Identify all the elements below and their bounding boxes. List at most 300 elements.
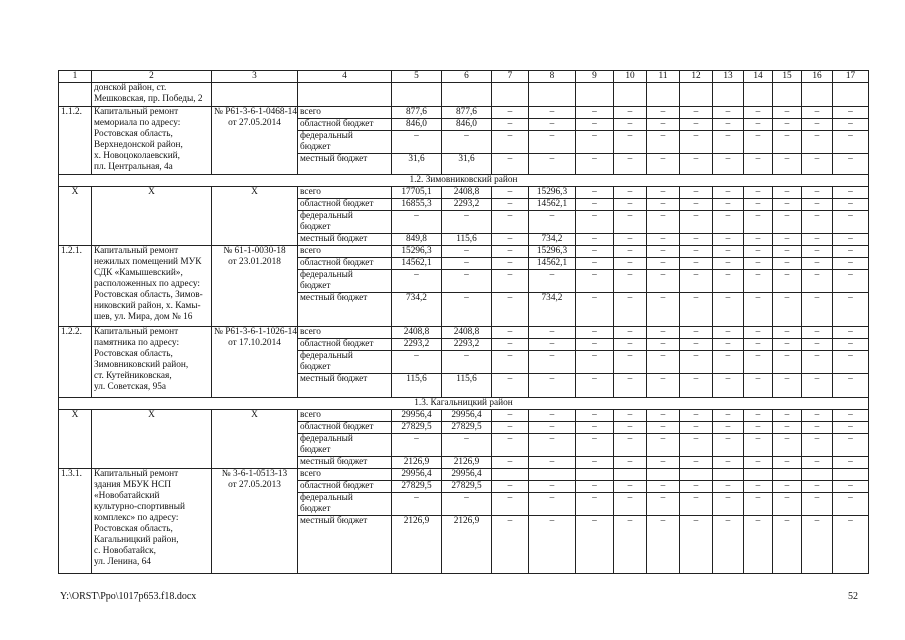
cell (529, 469, 576, 481)
dash-cell: – (492, 234, 529, 246)
value-cell: 29956,4 (442, 469, 492, 481)
dash-cell: – (614, 187, 647, 199)
x-mark: Х (92, 187, 212, 246)
dash-cell: – (802, 327, 833, 339)
dash-cell: – (442, 351, 492, 374)
dash-cell: – (614, 516, 647, 574)
dash-cell: – (802, 339, 833, 351)
dash-cell: – (833, 339, 869, 351)
text-line: Мешковская, пр. Победы, 2 (94, 94, 203, 104)
dash-cell: – (773, 422, 802, 434)
dash-cell: – (802, 493, 833, 516)
dash-cell: – (680, 154, 713, 175)
dash-cell: – (492, 258, 529, 270)
text-line: Капитальный ремонт (94, 107, 179, 117)
dash-cell: – (713, 119, 744, 131)
dash-cell: – (773, 493, 802, 516)
dash-cell: – (529, 131, 576, 154)
value-cell: 2126,9 (392, 457, 442, 469)
x-mark: Х (212, 410, 298, 469)
value-cell: 846,0 (442, 119, 492, 131)
dash-cell: – (680, 270, 713, 293)
dash-cell: – (713, 234, 744, 246)
text-line: от 23.01.2018 (228, 257, 281, 267)
text-line: Ростовская область, (94, 524, 173, 534)
dash-cell: – (680, 493, 713, 516)
cell (212, 83, 298, 107)
value-cell: 29956,4 (442, 410, 492, 422)
dash-cell: – (576, 351, 614, 374)
object-name (92, 469, 212, 574)
dash-cell: – (392, 270, 442, 293)
dash-cell: – (833, 107, 869, 119)
funding-label: местный бюджет (298, 234, 392, 246)
dash-cell: – (744, 351, 773, 374)
funding-label (298, 270, 392, 293)
dash-cell: – (744, 481, 773, 493)
dash-cell: – (492, 119, 529, 131)
dash-cell: – (647, 199, 680, 211)
cell (713, 83, 744, 107)
dash-cell: – (773, 270, 802, 293)
value-cell: 17705,1 (392, 187, 442, 199)
column-header: 9 (576, 71, 614, 83)
dash-cell: – (492, 410, 529, 422)
dash-cell: – (680, 199, 713, 211)
dash-cell: – (576, 211, 614, 234)
dash-cell: – (833, 457, 869, 469)
dash-cell: – (773, 374, 802, 398)
column-header: 6 (442, 71, 492, 83)
dash-cell: – (614, 270, 647, 293)
value-cell: 2293,2 (392, 339, 442, 351)
cell (576, 83, 614, 107)
dash-cell: – (713, 457, 744, 469)
dash-cell: – (647, 493, 680, 516)
dash-cell: – (833, 119, 869, 131)
x-mark: Х (59, 187, 92, 246)
dash-cell: – (529, 422, 576, 434)
text-line: федеральный (300, 434, 353, 444)
dash-cell: – (647, 246, 680, 258)
dash-cell: – (392, 434, 442, 457)
dash-cell: – (713, 410, 744, 422)
dash-cell: – (802, 234, 833, 246)
dash-cell: – (680, 434, 713, 457)
dash-cell: – (492, 199, 529, 211)
funding-label: местный бюджет (298, 293, 392, 327)
dash-cell: – (614, 351, 647, 374)
value-cell: 2408,8 (392, 327, 442, 339)
value-cell: 2126,9 (442, 516, 492, 574)
dash-cell: – (773, 199, 802, 211)
dash-cell: – (647, 516, 680, 574)
dash-cell: – (773, 154, 802, 175)
dash-cell: – (744, 457, 773, 469)
column-header: 16 (802, 71, 833, 83)
text-line: Верхнедонской район, (94, 140, 183, 150)
object-name (92, 83, 212, 107)
dash-cell: – (773, 516, 802, 574)
dash-cell: – (492, 107, 529, 119)
dash-cell: – (647, 187, 680, 199)
dash-cell: – (773, 107, 802, 119)
dash-cell: – (773, 293, 802, 327)
item-number: 1.2.1. (59, 246, 92, 327)
x-mark: Х (59, 410, 92, 469)
dash-cell: – (529, 270, 576, 293)
dash-cell: – (442, 493, 492, 516)
funding-label (298, 131, 392, 154)
text-line: Капитальный ремонт (94, 469, 179, 479)
dash-cell: – (802, 131, 833, 154)
dash-cell: – (614, 154, 647, 175)
text-line: № 61-1-0030-18 (223, 246, 286, 256)
dash-cell: – (529, 119, 576, 131)
dash-cell: – (492, 327, 529, 339)
dash-cell: – (773, 351, 802, 374)
dash-cell: – (802, 107, 833, 119)
funding-label: всего (298, 410, 392, 422)
dash-cell: – (576, 258, 614, 270)
dash-cell: – (744, 187, 773, 199)
dash-cell: – (833, 154, 869, 175)
dash-cell: – (833, 258, 869, 270)
cell (392, 83, 442, 107)
text-line: бюджет (300, 142, 331, 152)
dash-cell: – (680, 457, 713, 469)
dash-cell: – (614, 327, 647, 339)
value-cell: 115,6 (442, 234, 492, 246)
dash-cell: – (744, 107, 773, 119)
cell (744, 469, 773, 481)
dash-cell: – (680, 119, 713, 131)
dash-cell: – (492, 246, 529, 258)
funding-label (298, 434, 392, 457)
document-ref (212, 469, 298, 574)
text-line: никовский район, х. Камы- (94, 301, 201, 311)
dash-cell: – (773, 211, 802, 234)
funding-label: областной бюджет (298, 422, 392, 434)
dash-cell: – (744, 131, 773, 154)
text-line: федеральный (300, 211, 353, 221)
dash-cell: – (744, 339, 773, 351)
value-cell: 15296,3 (529, 187, 576, 199)
dash-cell: – (680, 374, 713, 398)
dash-cell: – (647, 327, 680, 339)
dash-cell: – (614, 339, 647, 351)
dash-cell: – (576, 516, 614, 574)
dash-cell: – (833, 327, 869, 339)
funding-label: областной бюджет (298, 339, 392, 351)
cell (680, 83, 713, 107)
cell (492, 83, 529, 107)
dash-cell: – (647, 457, 680, 469)
dash-cell: – (802, 457, 833, 469)
item-number: 1.1.2. (59, 107, 92, 175)
text-line: бюджет (300, 445, 331, 455)
dash-cell: – (802, 481, 833, 493)
funding-label: областной бюджет (298, 481, 392, 493)
dash-cell: – (680, 422, 713, 434)
dash-cell: – (576, 119, 614, 131)
dash-cell: – (744, 211, 773, 234)
dash-cell: – (713, 374, 744, 398)
dash-cell: – (833, 270, 869, 293)
page-number: 52 (848, 591, 858, 602)
column-header: 12 (680, 71, 713, 83)
dash-cell: – (680, 131, 713, 154)
text-line: федеральный (300, 351, 353, 361)
dash-cell: – (680, 327, 713, 339)
dash-cell: – (833, 199, 869, 211)
text-line: Зимовниковский район, (94, 360, 189, 370)
dash-cell: – (647, 374, 680, 398)
text-line: памятника по адресу: (94, 338, 180, 348)
cell (647, 469, 680, 481)
dash-cell: – (802, 422, 833, 434)
value-cell: 115,6 (392, 374, 442, 398)
dash-cell: – (744, 258, 773, 270)
dash-cell: – (773, 246, 802, 258)
dash-cell: – (492, 493, 529, 516)
column-header: 1 (59, 71, 92, 83)
text-line: шев, ул. Мира, дом № 16 (94, 312, 193, 322)
dash-cell: – (614, 246, 647, 258)
dash-cell: – (744, 234, 773, 246)
dash-cell: – (647, 339, 680, 351)
dash-cell: – (529, 351, 576, 374)
dash-cell: – (576, 457, 614, 469)
value-cell: 16855,3 (392, 199, 442, 211)
text-line: федеральный (300, 131, 353, 141)
dash-cell: – (680, 516, 713, 574)
dash-cell: – (647, 211, 680, 234)
value-cell: 14562,1 (529, 258, 576, 270)
dash-cell: – (680, 211, 713, 234)
column-header: 5 (392, 71, 442, 83)
text-line: пл. Центральная, 4а (94, 162, 173, 172)
dash-cell: – (442, 270, 492, 293)
value-cell: 2293,2 (442, 339, 492, 351)
value-cell: 15296,3 (529, 246, 576, 258)
dash-cell: – (744, 422, 773, 434)
dash-cell: – (647, 434, 680, 457)
file-path: Y:\ORST\Ppo\1017p653.f18.docx (60, 591, 197, 602)
dash-cell: – (833, 234, 869, 246)
dash-cell: – (713, 434, 744, 457)
dash-cell: – (576, 374, 614, 398)
text-line: х. Новоцоколаевский, (94, 151, 180, 161)
dash-cell: – (713, 339, 744, 351)
object-name (92, 107, 212, 175)
dash-cell: – (647, 270, 680, 293)
dash-cell: – (744, 154, 773, 175)
text-line: от 17.10.2014 (228, 338, 281, 348)
dash-cell: – (773, 457, 802, 469)
text-line: ст. Кутейниковская, (94, 371, 172, 381)
dash-cell: – (576, 154, 614, 175)
value-cell: 115,6 (442, 374, 492, 398)
dash-cell: – (833, 131, 869, 154)
dash-cell: – (647, 154, 680, 175)
dash-cell: – (713, 258, 744, 270)
funding-label: областной бюджет (298, 258, 392, 270)
dash-cell: – (713, 422, 744, 434)
dash-cell: – (442, 434, 492, 457)
funding-label: областной бюджет (298, 119, 392, 131)
cell (773, 469, 802, 481)
dash-cell: – (647, 481, 680, 493)
value-cell: 29956,4 (392, 410, 442, 422)
value-cell: 2293,2 (442, 199, 492, 211)
dash-cell: – (773, 481, 802, 493)
cell (647, 83, 680, 107)
dash-cell: – (614, 422, 647, 434)
dash-cell: – (647, 131, 680, 154)
cell (802, 469, 833, 481)
dash-cell: – (680, 351, 713, 374)
dash-cell: – (744, 199, 773, 211)
dash-cell: – (713, 351, 744, 374)
funding-label: всего (298, 327, 392, 339)
dash-cell: – (529, 457, 576, 469)
dash-cell: – (576, 410, 614, 422)
x-mark: Х (212, 187, 298, 246)
dash-cell: – (773, 119, 802, 131)
dash-cell: – (773, 327, 802, 339)
dash-cell: – (713, 270, 744, 293)
dash-cell: – (614, 457, 647, 469)
dash-cell: – (614, 410, 647, 422)
dash-cell: – (442, 211, 492, 234)
value-cell: 849,8 (392, 234, 442, 246)
dash-cell: – (802, 246, 833, 258)
dash-cell: – (713, 327, 744, 339)
dash-cell: – (744, 410, 773, 422)
value-cell: 31,6 (442, 154, 492, 175)
dash-cell: – (680, 410, 713, 422)
dash-cell: – (442, 131, 492, 154)
dash-cell: – (492, 293, 529, 327)
column-header: 2 (92, 71, 212, 83)
dash-cell: – (802, 211, 833, 234)
dash-cell: – (492, 422, 529, 434)
column-header: 17 (833, 71, 869, 83)
dash-cell: – (833, 493, 869, 516)
column-header: 13 (713, 71, 744, 83)
cell (833, 83, 869, 107)
text-line: Кагальницкий район, (94, 535, 179, 545)
text-line: расположенных по адресу: (94, 279, 200, 289)
dash-cell: – (647, 422, 680, 434)
dash-cell: – (529, 516, 576, 574)
dash-cell: – (614, 493, 647, 516)
dash-cell: – (614, 107, 647, 119)
value-cell: 734,2 (529, 234, 576, 246)
dash-cell: – (576, 327, 614, 339)
dash-cell: – (680, 293, 713, 327)
dash-cell: – (744, 493, 773, 516)
cell (442, 83, 492, 107)
dash-cell: – (713, 481, 744, 493)
dash-cell: – (492, 339, 529, 351)
funding-label: местный бюджет (298, 457, 392, 469)
text-line: СДК «Камышевский», (94, 268, 183, 278)
dash-cell: – (802, 293, 833, 327)
text-line: бюджет (300, 362, 331, 372)
dash-cell: – (833, 410, 869, 422)
funding-label: местный бюджет (298, 154, 392, 175)
dash-cell: – (529, 374, 576, 398)
funding-label: всего (298, 107, 392, 119)
funding-label (298, 211, 392, 234)
dash-cell: – (647, 234, 680, 246)
dash-cell: – (713, 493, 744, 516)
value-cell: 27829,5 (392, 422, 442, 434)
dash-cell: – (773, 339, 802, 351)
dash-cell: – (492, 516, 529, 574)
funding-label: всего (298, 469, 392, 481)
dash-cell: – (576, 187, 614, 199)
funding-label: областной бюджет (298, 199, 392, 211)
dash-cell: – (713, 199, 744, 211)
dash-cell: – (744, 293, 773, 327)
value-cell: 15296,3 (392, 246, 442, 258)
text-line: ул. Ленина, 64 (94, 557, 151, 567)
dash-cell: – (680, 246, 713, 258)
cell (744, 83, 773, 107)
value-cell: 2126,9 (392, 516, 442, 574)
dash-cell: – (680, 339, 713, 351)
funding-label: местный бюджет (298, 374, 392, 398)
funding-label (298, 351, 392, 374)
dash-cell: – (492, 131, 529, 154)
dash-cell: – (647, 119, 680, 131)
dash-cell: – (713, 187, 744, 199)
dash-cell: – (802, 434, 833, 457)
dash-cell: – (576, 339, 614, 351)
dash-cell: – (802, 199, 833, 211)
dash-cell: – (713, 211, 744, 234)
dash-cell: – (713, 154, 744, 175)
text-line: от 27.05.2013 (228, 480, 281, 490)
text-line: № 3-6-1-0513-13 (221, 469, 288, 479)
dash-cell: – (744, 119, 773, 131)
object-name (92, 327, 212, 398)
text-line: от 27.05.2014 (228, 118, 281, 128)
value-cell: 29956,4 (392, 469, 442, 481)
dash-cell: – (392, 211, 442, 234)
funding-label: местный бюджет (298, 516, 392, 574)
dash-cell: – (680, 107, 713, 119)
dash-cell: – (744, 434, 773, 457)
dash-cell: – (614, 258, 647, 270)
dash-cell: – (773, 187, 802, 199)
column-header: 11 (647, 71, 680, 83)
dash-cell: – (614, 199, 647, 211)
item-number: 1.2.2. (59, 327, 92, 398)
dash-cell: – (802, 270, 833, 293)
text-line: бюджет (300, 281, 331, 291)
dash-cell: – (614, 119, 647, 131)
dash-cell: – (529, 327, 576, 339)
dash-cell: – (773, 234, 802, 246)
dash-cell: – (744, 374, 773, 398)
dash-cell: – (773, 258, 802, 270)
item-number: 1.3.1. (59, 469, 92, 574)
value-cell: 734,2 (529, 293, 576, 327)
